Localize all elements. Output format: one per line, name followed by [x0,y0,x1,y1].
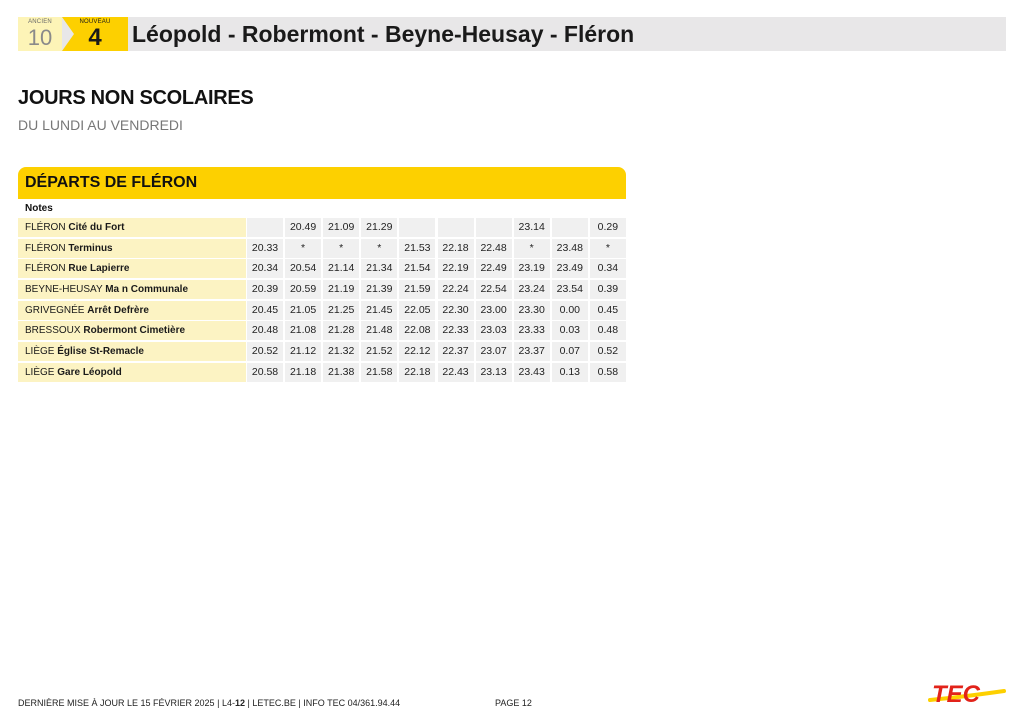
timetable-row [18,301,626,320]
departure-time-cell: 23.13 [476,363,512,382]
departure-time-cell: 23.49 [552,259,588,278]
departure-time-cell: 22.05 [399,301,435,320]
departure-time-cell: * [361,239,397,258]
stop-name: Robermont Cimetière [83,325,186,337]
departure-time-cell: 21.29 [361,218,397,237]
departure-time-cell [552,218,588,237]
departure-time-cell: 22.54 [476,280,512,299]
stop-name: Rue Lapierre [68,263,130,275]
departure-time-cell: 22.43 [438,363,474,382]
departure-time-cell: 23.33 [514,321,550,340]
departure-time-cell: 22.24 [438,280,474,299]
stop-city: BEYNE-HEUSAY [25,284,103,296]
stop-city: LIÈGE [25,346,55,358]
footer-separator: | [298,698,301,708]
departure-time-cell: 0.52 [590,342,626,361]
departure-time-cell: 22.19 [438,259,474,278]
departure-time-cell: 22.48 [476,239,512,258]
footer-phone: INFO TEC 04/361.94.44 [303,698,401,708]
departure-time-cell: 23.30 [514,301,550,320]
departure-time-cell: 23.43 [514,363,550,382]
departure-time-cell: 20.45 [247,301,283,320]
departure-time-cell: 21.28 [323,321,359,340]
stop-city: LIÈGE [25,366,55,378]
departure-time-cell: 21.52 [361,342,397,361]
old-line-badge [18,17,62,51]
footer-separator: | [217,698,220,708]
footer-updated: DERNIÈRE MISE À JOUR LE 15 FÉVRIER 2025 [18,698,215,708]
footer-line-number: 12 [234,698,245,708]
stop-name: Terminus [68,242,113,254]
stop-name-cell [18,363,246,382]
departure-time-cell: 22.37 [438,342,474,361]
stop-name: Cité du Fort [68,222,125,233]
departure-time-cell: 20.33 [247,239,283,258]
departure-time-cell: * [590,239,626,258]
departure-time-cell: 21.14 [323,259,359,278]
departure-time-cell: 22.30 [438,301,474,320]
departure-time-cell: 0.34 [590,259,626,278]
departure-time-cell: 21.58 [361,363,397,382]
stop-name: Arrêt Defrère [87,304,149,316]
departure-time-cell: 23.48 [552,239,588,258]
departure-time-cell: 23.24 [514,280,550,299]
departure-time-cell: 20.48 [247,321,283,340]
old-line-label: ANCIEN [28,19,52,25]
departure-time-cell: 22.33 [438,321,474,340]
new-line-number: 4 [88,24,102,51]
stop-name-cell [18,259,246,278]
departure-time-cell [247,218,283,237]
new-line-label: NOUVEAU [79,19,111,25]
timetable-row [18,280,626,299]
departure-time-cell: 0.45 [590,301,626,320]
old-line-number: 10 [27,25,53,50]
departure-time-cell: 23.03 [476,321,512,340]
departure-time-cell: * [514,239,550,258]
page-number: PAGE 12 [495,698,532,708]
departure-time-cell: 0.29 [590,218,626,237]
departure-time-cell: 21.34 [361,259,397,278]
stop-city: FLÉRON [25,222,66,233]
departure-time-cell: 0.13 [552,363,588,382]
departure-time-cell: 23.00 [476,301,512,320]
departure-time-cell: 20.34 [247,259,283,278]
footer-website[interactable]: LETEC.BE [252,698,296,708]
departure-time-cell: 0.03 [552,321,588,340]
departure-time-cell: 21.12 [285,342,321,361]
departure-time-cell: 21.18 [285,363,321,382]
departure-time-cell: 21.09 [323,218,359,237]
departure-time-cell: 20.59 [285,280,321,299]
departure-time-cell: 23.07 [476,342,512,361]
timetable-row [18,218,626,237]
departure-time-cell: 20.52 [247,342,283,361]
departure-time-cell: * [285,239,321,258]
departure-time-cell: 21.53 [399,239,435,258]
departure-time-cell: 21.32 [323,342,359,361]
stop-name-cell [18,301,246,320]
new-line-badge [62,17,134,51]
timetable-row [18,363,626,382]
timetable-rows [18,218,626,384]
timetable-title: DÉPARTS DE FLÉRON [25,174,198,191]
stop-name: Gare Léopold [57,366,122,378]
stop-city: BRESSOUX [25,325,81,337]
departure-time-cell: 23.54 [552,280,588,299]
route-title: Léopold - Robermont - Beyne-Heusay - Fléron [132,21,635,47]
departure-time-cell: 22.18 [399,363,435,382]
departure-time-cell [438,218,474,237]
timetable-row [18,321,626,340]
timetable-header [18,167,626,199]
departure-time-cell: 22.49 [476,259,512,278]
departure-time-cell: 22.08 [399,321,435,340]
section-title: JOURS NON SCOLAIRES [18,87,254,109]
departure-time-cell [399,218,435,237]
departure-time-cell: 0.00 [552,301,588,320]
notes-label: Notes [25,203,53,214]
footer-line-code [222,698,245,708]
tec-logo [926,678,1006,710]
stop-city: FLÉRON [25,242,66,254]
stop-name-cell [18,218,246,237]
departure-time-cell: 0.58 [590,363,626,382]
departure-time-cell: * [323,239,359,258]
departure-time-cell: 21.45 [361,301,397,320]
tec-logo-text: TEC [932,681,980,708]
stop-city: GRIVEGNÉE [25,304,85,316]
departure-time-cell: 20.39 [247,280,283,299]
departure-time-cell: 21.38 [323,363,359,382]
stop-name-cell [18,342,246,361]
departure-time-cell: 21.25 [323,301,359,320]
departure-time-cell: 22.12 [399,342,435,361]
departure-time-cell: 0.07 [552,342,588,361]
departure-time-cell: 20.58 [247,363,283,382]
route-header [18,17,1006,51]
departure-time-cell: 21.59 [399,280,435,299]
departure-time-cell: 23.14 [514,218,550,237]
departure-time-cell: 20.49 [285,218,321,237]
departure-time-cell: 21.08 [285,321,321,340]
departure-time-cell: 21.05 [285,301,321,320]
departure-time-cell [476,218,512,237]
departure-time-cell: 0.48 [590,321,626,340]
stop-name-cell [18,321,246,340]
stop-city: FLÉRON [25,263,66,275]
departure-time-cell: 21.54 [399,259,435,278]
footer-separator: | [247,698,250,708]
departure-time-cell: 23.19 [514,259,550,278]
timetable-row [18,259,626,278]
stop-name-cell [18,239,246,258]
footer-info [18,698,400,708]
departure-time-cell: 21.39 [361,280,397,299]
timetable-row [18,239,626,258]
stop-name: Église St-Remacle [57,346,144,358]
departure-time-cell: 23.37 [514,342,550,361]
timetable-row [18,342,626,361]
stop-name-cell [18,280,246,299]
departure-time-cell: 21.48 [361,321,397,340]
stop-name: Ma n Communale [105,284,189,296]
footer-line-prefix: L4- [221,698,235,708]
departure-time-cell: 0.39 [590,280,626,299]
departure-time-cell: 22.18 [438,239,474,258]
section-subtitle: DU LUNDI AU VENDREDI [18,117,183,133]
departure-time-cell: 20.54 [285,259,321,278]
departure-time-cell: 21.19 [323,280,359,299]
